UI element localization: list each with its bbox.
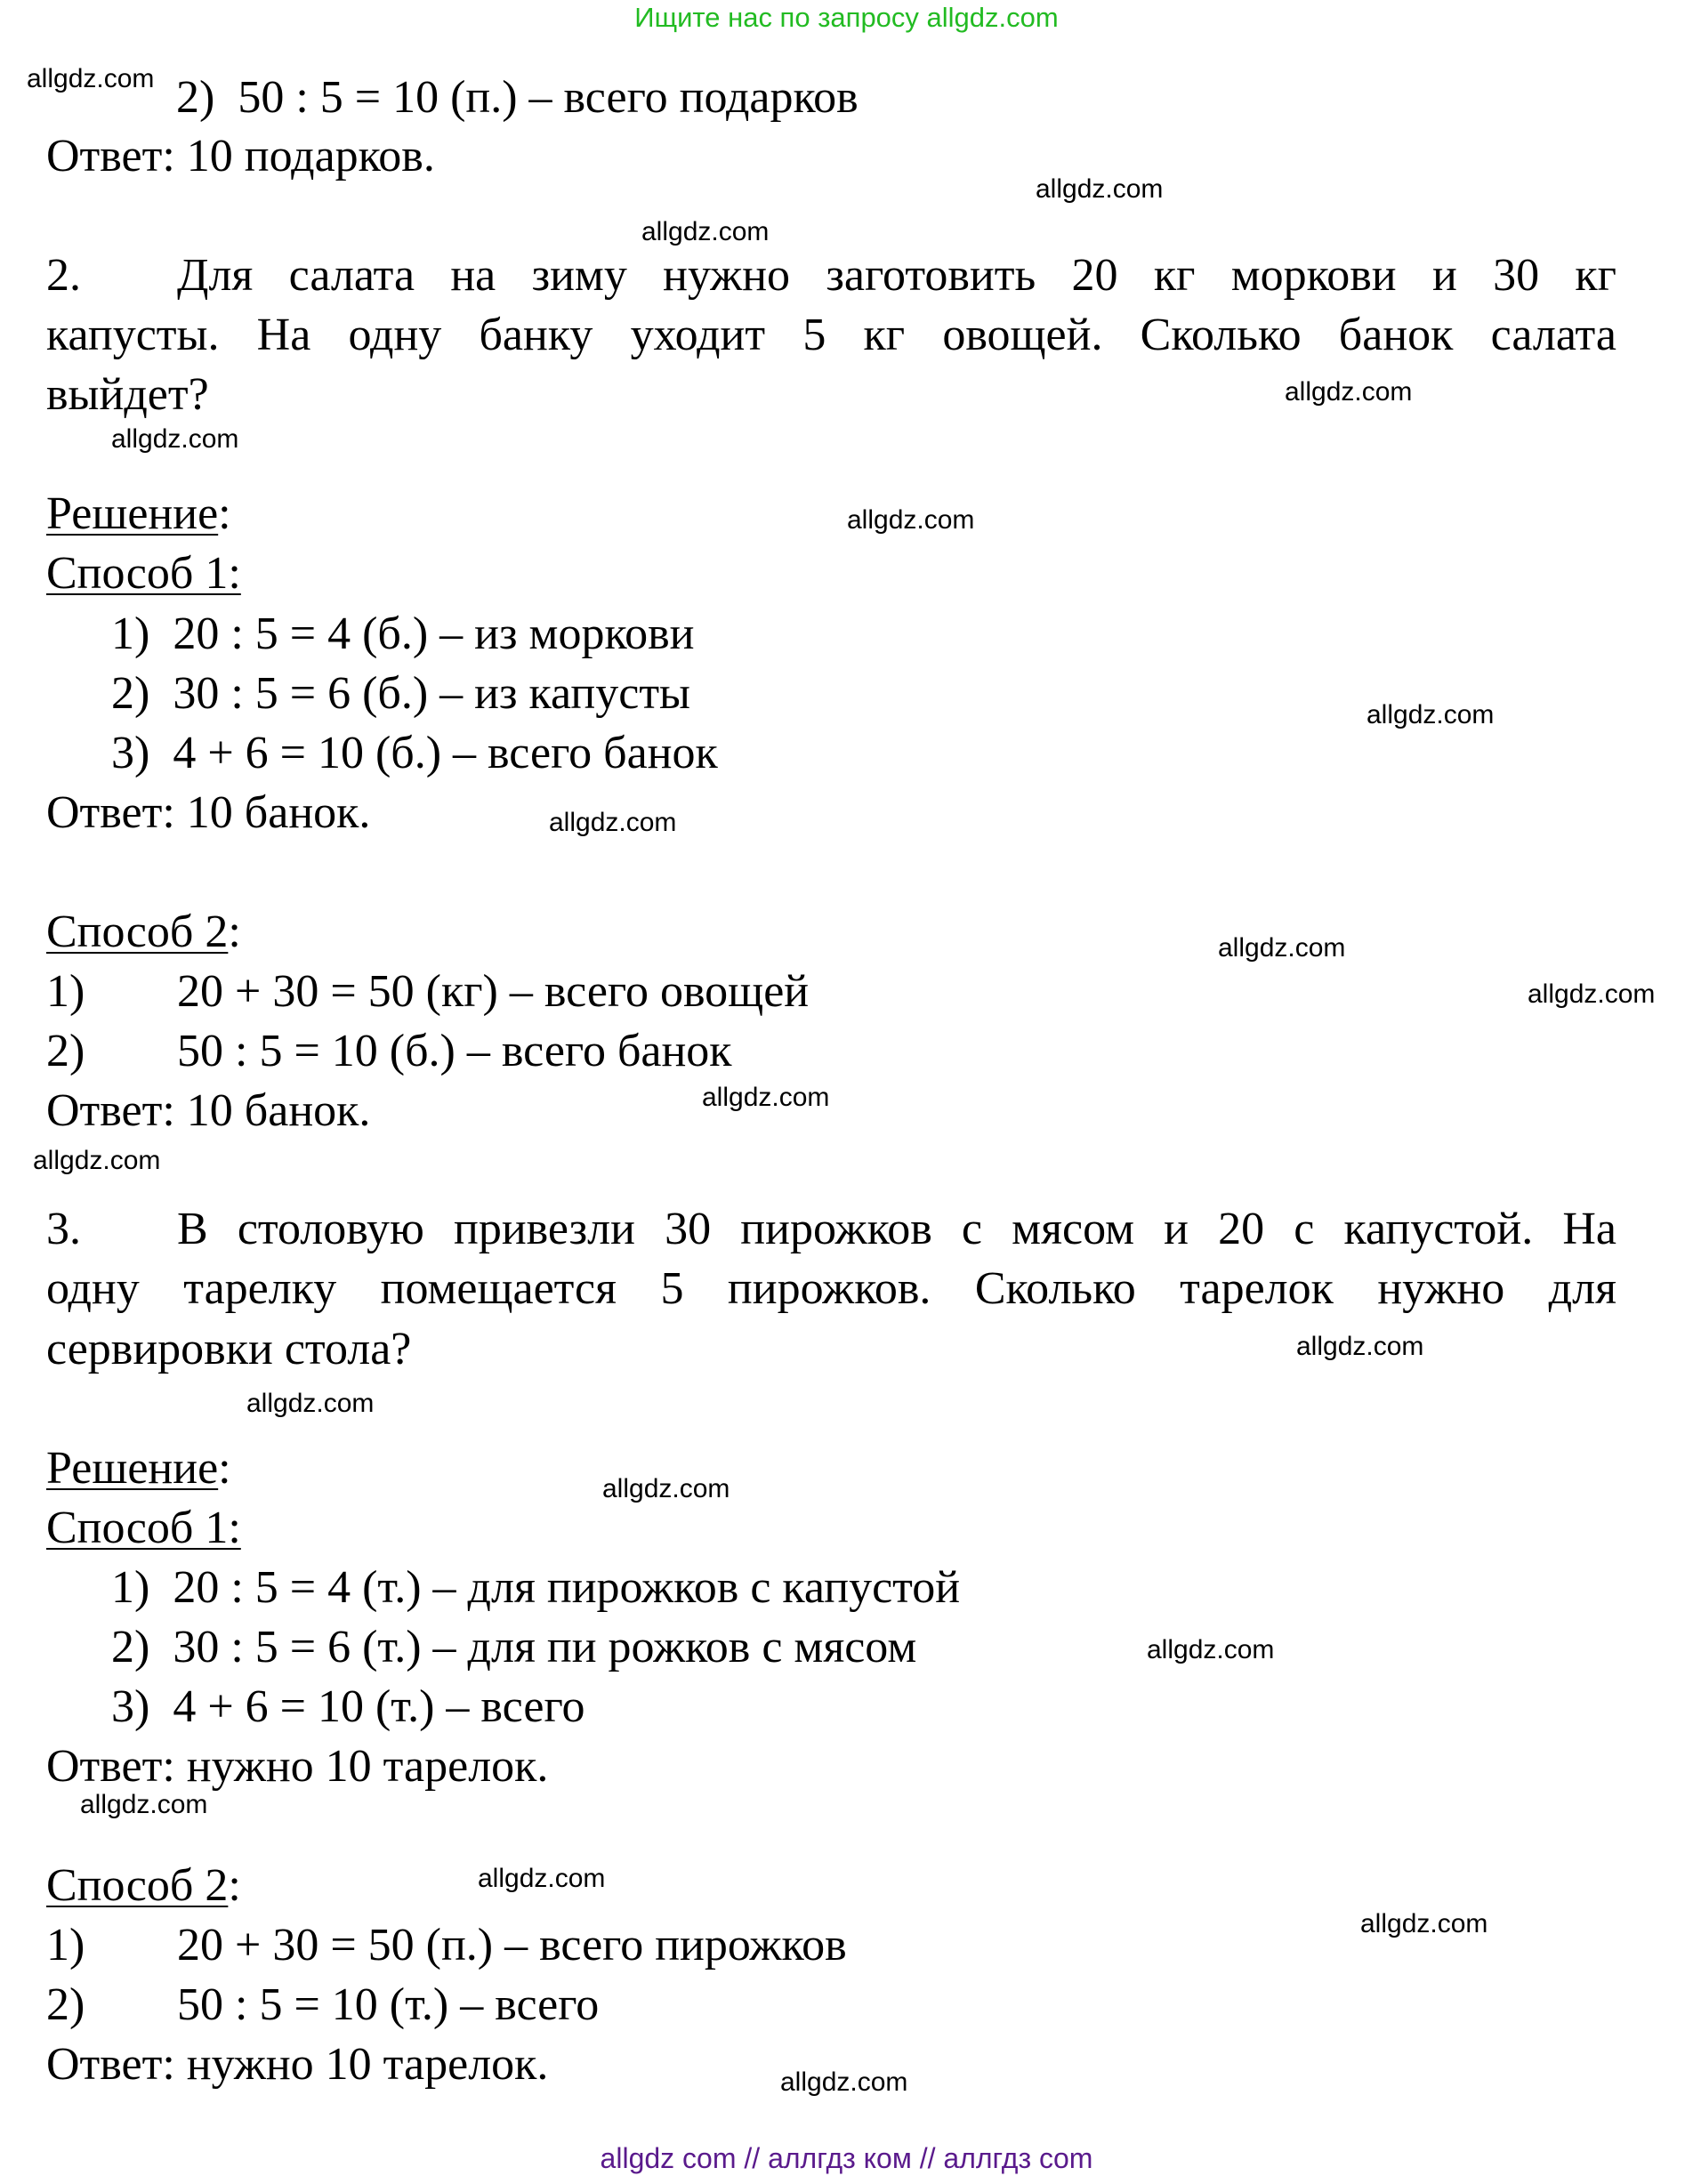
task2-way1-step3: 3) 4 + 6 = 10 (б.) – всего банок <box>111 728 718 778</box>
task3-way2-step1-text: 20 + 30 = 50 (п.) – всего пирожков <box>177 1920 847 1970</box>
watermark: allgdz.com <box>1036 174 1164 204</box>
header-banner[interactable]: Ищите нас по запросу allgdz.com <box>634 2 1059 33</box>
task2-line1-text: Для салата на зиму нужно заготовить 20 кг моркови и 30 кг <box>177 250 1616 301</box>
task2-way2-step1-text: 20 + 30 = 50 (кг) – всего овощей <box>177 966 810 1017</box>
watermark: allgdz.com <box>1360 1909 1488 1938</box>
task3-way2-step2 <box>46 1978 599 2032</box>
task2-solution-label: Решение <box>46 488 219 539</box>
watermark: allgdz.com <box>1296 1332 1424 1361</box>
watermark: allgdz.com <box>549 808 677 837</box>
task2-statement-line2: капусты. На одну банку уходит 5 кг овощей. Сколько банок салата <box>46 310 1616 360</box>
watermark: allgdz.com <box>847 505 975 535</box>
watermark: allgdz.com <box>111 424 239 454</box>
task2-way1-heading <box>46 547 241 600</box>
task3-way2-label: Способ 2 <box>46 1860 229 1911</box>
task3-way2-step1-number: 1) <box>46 1920 85 1970</box>
watermark: allgdz.com <box>641 217 770 246</box>
watermark: allgdz.com <box>1285 377 1413 407</box>
task2-statement-line3: выйдет? <box>46 369 209 420</box>
task3-way2-step2-text: 50 : 5 = 10 (т.) – всего <box>177 1979 600 2030</box>
task2-answer2: Ответ: 10 банок. <box>46 1085 371 1136</box>
task3-way1-step2: 2) 30 : 5 = 6 (т.) – для пи рожков с мясом <box>111 1622 917 1672</box>
task2-way2-step2-text: 50 : 5 = 10 (б.) – всего банок <box>177 1026 732 1076</box>
task3-way1-step3: 3) 4 + 6 = 10 (т.) – всего <box>111 1681 585 1732</box>
prev-answer: Ответ: 10 подарков. <box>46 131 435 181</box>
watermark: allgdz.com <box>478 1864 606 1893</box>
task3-solution-heading: Решение: <box>46 1443 231 1494</box>
task2-number: 2. <box>46 250 81 301</box>
watermark: allgdz.com <box>246 1389 375 1418</box>
task2-solution-heading: Решение: <box>46 488 231 539</box>
task2-way2-step1-number: 1) <box>46 966 85 1017</box>
task3-statement-line3: сервировки стола? <box>46 1324 412 1374</box>
task3-way1-step1: 1) 20 : 5 = 4 (т.) – для пирожков с капустой <box>111 1562 961 1613</box>
prev-step-2: 2) 50 : 5 = 10 (п.) – всего подарков <box>176 72 859 123</box>
watermark: allgdz.com <box>602 1474 730 1503</box>
task3-line1-text: В столовую привезли 30 пирожков с мясом и 20 с капустой. На <box>177 1204 1616 1254</box>
task2-answer1: Ответ: 10 банок. <box>46 787 371 838</box>
watermark: allgdz.com <box>80 1790 208 1819</box>
task2-way1-label: Способ 1: <box>46 548 241 599</box>
task3-statement-line1 <box>46 1203 1616 1256</box>
task3-solution-label: Решение <box>46 1443 219 1494</box>
task3-answer2: Ответ: нужно 10 тарелок. <box>46 2039 549 2090</box>
task2-statement-line1 <box>46 249 1616 302</box>
task2-way2-step2-number: 2) <box>46 1026 85 1076</box>
task2-way2-step2 <box>46 1025 732 1078</box>
watermark: allgdz.com <box>1366 700 1495 729</box>
task2-way2-step1 <box>46 965 809 1019</box>
task3-statement-line2: одну тарелку помещается 5 пирожков. Сколько тарелок нужно для <box>46 1263 1616 1314</box>
watermark: allgdz.com <box>33 1146 161 1175</box>
task2-way2-label: Способ 2 <box>46 907 229 957</box>
task3-way2-heading: Способ 2: <box>46 1860 241 1911</box>
task3-way2-step1 <box>46 1919 847 1972</box>
task3-way1-heading <box>46 1502 241 1555</box>
task3-way1-label: Способ 1: <box>46 1503 241 1553</box>
watermark: allgdz.com <box>27 64 155 93</box>
task2-way1-step1: 1) 20 : 5 = 4 (б.) – из моркови <box>111 608 695 659</box>
watermark: allgdz.com <box>780 2067 908 2097</box>
task2-way2-heading: Способ 2: <box>46 907 241 957</box>
watermark: allgdz.com <box>1147 1635 1275 1664</box>
task3-way2-step2-number: 2) <box>46 1979 85 2030</box>
task2-way1-step2: 2) 30 : 5 = 6 (б.) – из капусты <box>111 668 690 719</box>
footer-banner[interactable]: allgdz com // аллгдз ком // аллгдз com <box>600 2142 1093 2174</box>
task3-answer1: Ответ: нужно 10 тарелок. <box>46 1741 549 1792</box>
task3-number: 3. <box>46 1204 81 1254</box>
watermark: allgdz.com <box>702 1083 830 1112</box>
watermark: allgdz.com <box>1218 933 1346 963</box>
watermark: allgdz.com <box>1528 979 1656 1009</box>
